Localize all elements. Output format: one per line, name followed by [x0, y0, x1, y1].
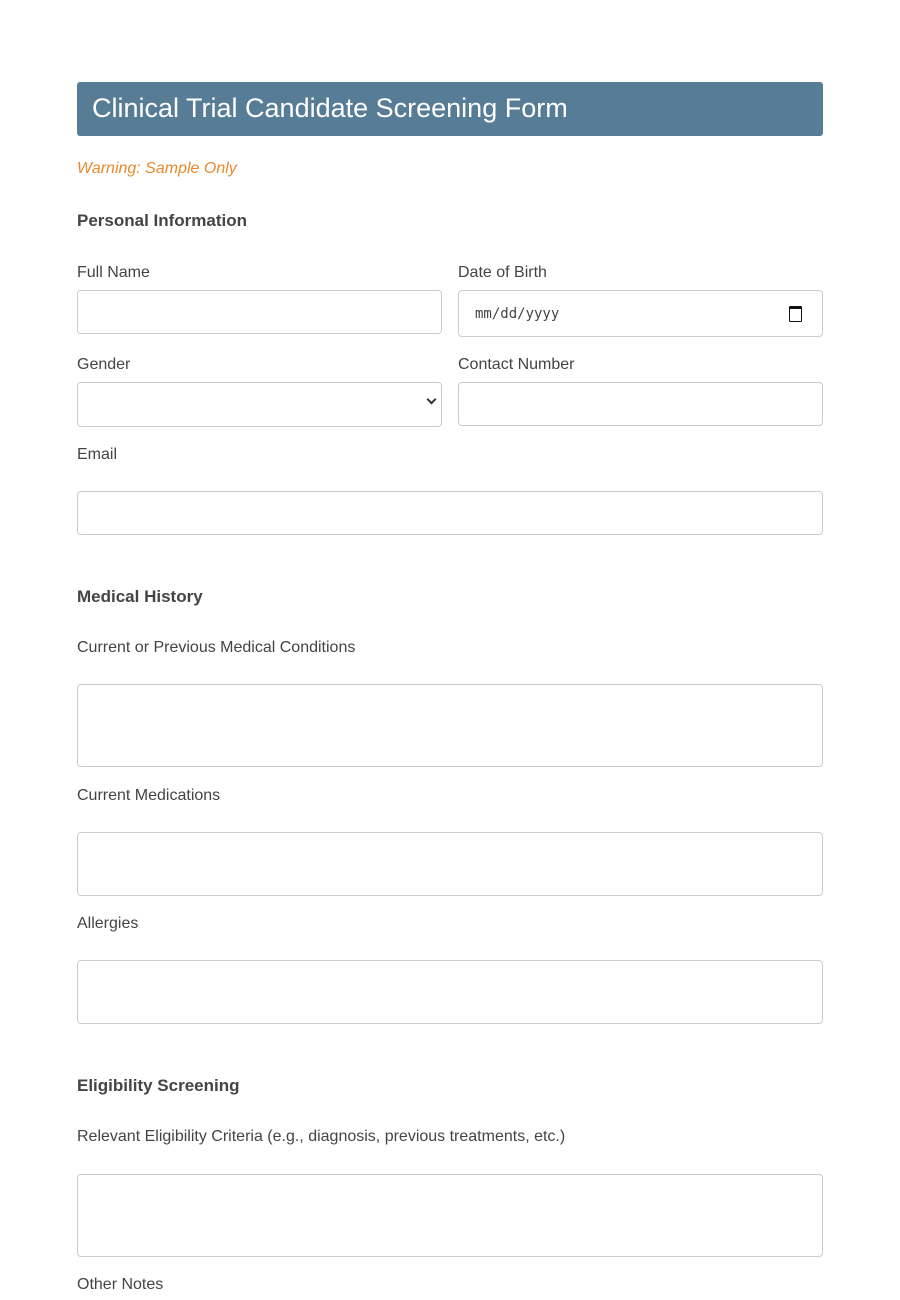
dob-label: Date of Birth [458, 264, 547, 281]
conditions-textarea[interactable] [77, 684, 823, 767]
dob-placeholder: mm/dd/yyyy [475, 306, 560, 322]
medications-textarea[interactable] [77, 832, 823, 896]
medications-label: Current Medications [77, 787, 221, 804]
section-heading-medical: Medical History [77, 587, 203, 606]
form-header [77, 82, 823, 136]
allergies-textarea[interactable] [77, 960, 823, 1024]
conditions-label: Current or Previous Medical Conditions [77, 639, 356, 656]
criteria-textarea[interactable] [77, 1174, 823, 1257]
contact-input[interactable] [458, 382, 823, 426]
chevron-down-icon [427, 395, 437, 405]
full-name-label: Full Name [77, 264, 150, 281]
notes-label: Other Notes [77, 1276, 164, 1293]
warning-text: Warning: Sample Only [77, 160, 237, 177]
full-name-input[interactable] [77, 290, 442, 334]
email-label: Email [77, 446, 118, 463]
calendar-icon[interactable] [789, 306, 802, 322]
allergies-label: Allergies [77, 915, 139, 932]
dob-input[interactable] [458, 290, 823, 337]
criteria-label: Relevant Eligibility Criteria (e.g., diagnosis, previous treatments, etc.) [77, 1128, 566, 1145]
section-heading-eligibility: Eligibility Screening [77, 1076, 240, 1095]
gender-label: Gender [77, 356, 131, 373]
gender-select[interactable] [77, 382, 442, 427]
email-input[interactable] [77, 491, 823, 535]
page-title: Clinical Trial Candidate Screening Form [92, 93, 568, 123]
contact-label: Contact Number [458, 356, 575, 373]
section-heading-personal: Personal Information [77, 211, 248, 230]
